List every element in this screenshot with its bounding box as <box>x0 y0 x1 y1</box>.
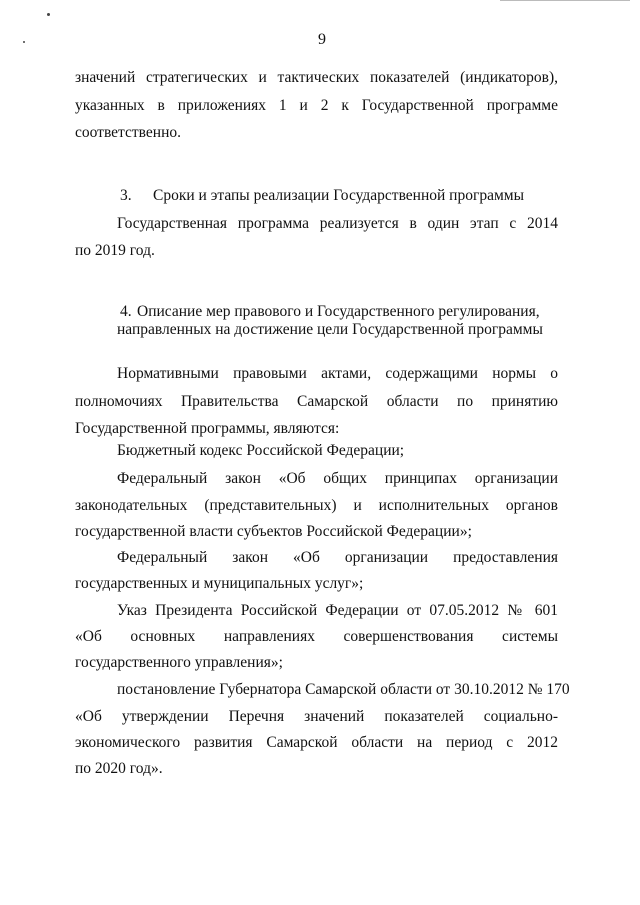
legal-act-line: по 2020 год». <box>75 760 163 777</box>
legal-act-line: Федеральный закон «Об организации предоставления <box>117 549 558 566</box>
section-3-title: Сроки и этапы реализации Государственной программы <box>153 187 524 204</box>
paragraph-line: по 2019 год. <box>75 242 155 259</box>
legal-act-line: «Об основных направлениях совершенствования системы <box>75 628 558 645</box>
legal-act-line: постановление Губернатора Самарской области от 30.10.2012 № 170 <box>117 681 570 698</box>
legal-act-line: государственной власти субъектов Российской Федерации»; <box>75 523 472 540</box>
legal-act-line: «Об утверждении Перечня значений показателей социально- <box>75 708 558 725</box>
legal-act-line: государственных и муниципальных услуг»; <box>75 575 364 592</box>
legal-act-line: Федеральный закон «Об общих принципах организации <box>117 470 558 487</box>
scan-speck <box>47 13 50 16</box>
page-number: 9 <box>318 31 326 48</box>
section-4-number: 4. <box>120 303 132 320</box>
paragraph-line: значений стратегических и тактических показателей (индикаторов), <box>75 69 558 86</box>
legal-act-line: законодательных (представительных) и исполнительных органов <box>75 497 558 514</box>
section-3-number: 3. <box>120 187 132 204</box>
paragraph-line: соответственно. <box>75 124 181 141</box>
legal-act-line: государственного управления»; <box>75 654 283 671</box>
paragraph-line: Нормативными правовыми актами, содержащими нормы о <box>117 365 558 382</box>
paragraph-line: Государственная программа реализуется в один этап с 2014 <box>117 215 558 232</box>
paragraph-line: полномочиях Правительства Самарской области по принятию <box>75 393 558 410</box>
legal-act-line: экономического развития Самарской области на период с 2012 <box>75 734 558 751</box>
legal-act-line: Указ Президента Российской Федерации от 07.05.2012 № 601 <box>117 602 558 619</box>
section-4-title-line: направленных на достижение цели Государственной программы <box>117 321 543 338</box>
section-4-title-line: Описание мер правового и Государственного регулирования, <box>137 303 540 320</box>
scan-edge-mark <box>500 0 630 1</box>
legal-act-line: Бюджетный кодекс Российской Федерации; <box>117 442 405 459</box>
paragraph-line: указанных в приложениях 1 и 2 к Государственной программе <box>75 97 558 114</box>
paragraph-line: Государственной программы, являются: <box>75 420 340 437</box>
